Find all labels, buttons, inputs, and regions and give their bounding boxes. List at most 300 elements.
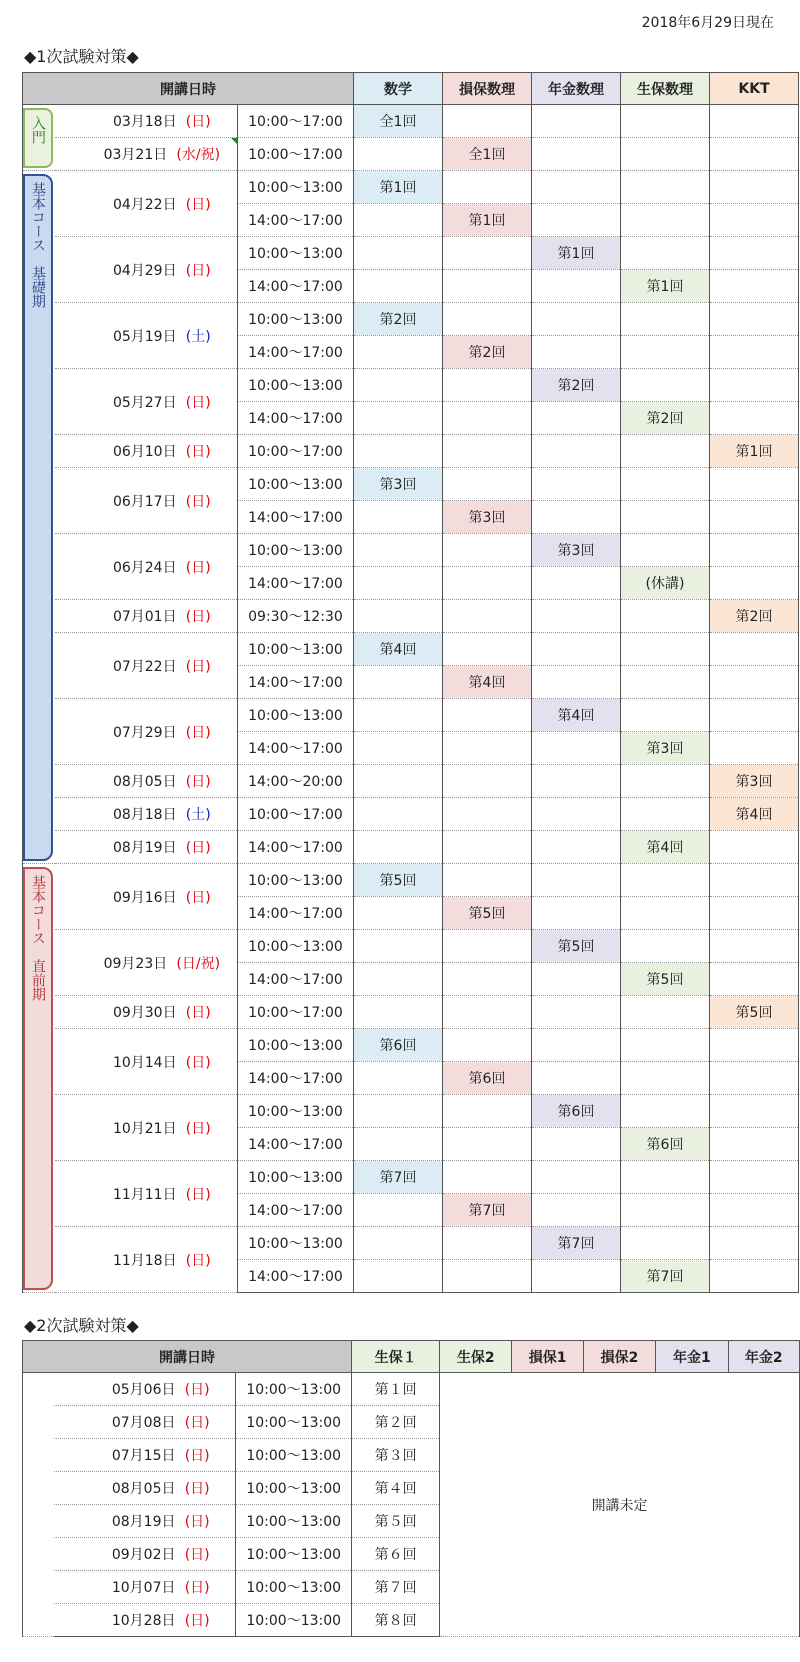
- seiho1-session-cell: 第６回: [352, 1538, 440, 1571]
- nenkin-session-cell: [532, 666, 621, 699]
- sonpo-session-cell: [443, 798, 532, 831]
- session-date: [55, 930, 238, 996]
- kkt-session-cell: [710, 1260, 799, 1293]
- undecided-cell: 開講未定: [440, 1373, 800, 1637]
- math-session-cell: 第2回: [354, 303, 443, 336]
- session-time: 10:00～13:00: [236, 1472, 352, 1505]
- nenkin-session-cell: [532, 567, 621, 600]
- session-time: 14:00～17:00: [238, 270, 354, 303]
- session-date: [54, 1406, 236, 1439]
- sonpo-session-cell: [443, 930, 532, 963]
- weekday-text: (日): [185, 609, 211, 625]
- math-session-cell: [354, 699, 443, 732]
- nenkin-session-cell: 第1回: [532, 237, 621, 270]
- table-row: [23, 105, 799, 138]
- nenkin-session-cell: 第4回: [532, 699, 621, 732]
- weekday-text: (日): [185, 262, 211, 279]
- seiho-session-cell: [621, 633, 710, 666]
- weekday-text: (日): [185, 1054, 211, 1071]
- header-math: 数学: [354, 73, 443, 105]
- weekday-text: (土): [185, 328, 211, 345]
- weekday-text: (日): [184, 1613, 210, 1629]
- seiho-session-cell: (休講): [621, 567, 710, 600]
- nenkin-session-cell: [532, 402, 621, 435]
- nenkin-session-cell: [532, 996, 621, 1029]
- table-row: [23, 930, 799, 963]
- sonpo-session-cell: [443, 237, 532, 270]
- seiho-session-cell: [621, 105, 710, 138]
- weekday-text: (日): [185, 1252, 211, 1269]
- sonpo-session-cell: [443, 1128, 532, 1161]
- nenkin-session-cell: [532, 1194, 621, 1227]
- seiho-session-cell: [621, 138, 710, 171]
- kkt-session-cell: [710, 369, 799, 402]
- sonpo-session-cell: [443, 270, 532, 303]
- nenkin-session-cell: 第6回: [532, 1095, 621, 1128]
- session-time: 10:00～17:00: [238, 996, 354, 1029]
- kkt-session-cell: [710, 105, 799, 138]
- session-time: 14:00～20:00: [238, 765, 354, 798]
- session-time: 14:00～17:00: [238, 567, 354, 600]
- nenkin-session-cell: [532, 171, 621, 204]
- table-row: [23, 369, 799, 402]
- session-date: [55, 633, 238, 699]
- seiho-session-cell: 第5回: [621, 963, 710, 996]
- header-nenkin2: 年金2: [728, 1341, 799, 1373]
- math-session-cell: 第6回: [354, 1029, 443, 1062]
- table-row: [23, 1227, 799, 1260]
- sonpo-session-cell: 第7回: [443, 1194, 532, 1227]
- math-session-cell: [354, 798, 443, 831]
- session-date: [55, 1029, 238, 1095]
- session-date: [54, 1604, 236, 1637]
- header-sonpo2: 損保2: [583, 1341, 655, 1373]
- sonpo-session-cell: [443, 633, 532, 666]
- sonpo-session-cell: [443, 105, 532, 138]
- math-session-cell: [354, 1128, 443, 1161]
- math-session-cell: [354, 501, 443, 534]
- math-session-cell: 第4回: [354, 633, 443, 666]
- header-sonpo1: 損保1: [512, 1341, 583, 1373]
- seiho-session-cell: [621, 1194, 710, 1227]
- kkt-session-cell: [710, 1161, 799, 1194]
- math-session-cell: 第7回: [354, 1161, 443, 1194]
- kkt-session-cell: [710, 633, 799, 666]
- kkt-session-cell: 第2回: [710, 600, 799, 633]
- session-date: [55, 369, 238, 435]
- date-text: 05月19日: [112, 328, 177, 345]
- kkt-session-cell: 第1回: [710, 435, 799, 468]
- math-session-cell: 全1回: [354, 105, 443, 138]
- math-session-cell: [354, 1095, 443, 1128]
- kkt-session-cell: [710, 666, 799, 699]
- session-time: 10:00～13:00: [238, 1227, 354, 1260]
- sonpo-session-cell: [443, 963, 532, 996]
- session-date: [54, 1439, 236, 1472]
- math-session-cell: 第1回: [354, 171, 443, 204]
- session-time: 14:00～17:00: [238, 402, 354, 435]
- weekday-text: (日): [185, 840, 211, 856]
- math-session-cell: [354, 138, 443, 171]
- weekday-text: (日): [185, 889, 211, 906]
- nenkin-session-cell: [532, 1062, 621, 1095]
- nenkin-session-cell: 第3回: [532, 534, 621, 567]
- sonpo-session-cell: [443, 831, 532, 864]
- math-session-cell: [354, 600, 443, 633]
- weekday-text: (日): [185, 1005, 211, 1021]
- seiho-session-cell: 第2回: [621, 402, 710, 435]
- seiho-session-cell: [621, 699, 710, 732]
- table-row: [23, 864, 799, 897]
- math-session-cell: [354, 765, 443, 798]
- phase-band-blue: [23, 174, 53, 861]
- seiho-session-cell: 第3回: [621, 732, 710, 765]
- date-text: 08月05日: [111, 1481, 176, 1497]
- math-session-cell: [354, 336, 443, 369]
- first-exam-title: ◆1次試験対策◆: [24, 47, 139, 66]
- kkt-session-cell: [710, 930, 799, 963]
- session-date: [55, 864, 238, 930]
- nenkin-session-cell: [532, 204, 621, 237]
- weekday-text: (日): [185, 196, 211, 213]
- header-nenkin: 年金数理: [532, 73, 621, 105]
- session-date: [55, 996, 238, 1029]
- sonpo-session-cell: [443, 996, 532, 1029]
- session-time: 10:00～17:00: [238, 798, 354, 831]
- kkt-session-cell: [710, 699, 799, 732]
- seiho-session-cell: [621, 1161, 710, 1194]
- kkt-session-cell: [710, 1227, 799, 1260]
- weekday-text: (土): [185, 807, 211, 823]
- session-date: [55, 237, 238, 303]
- date-text: 05月27日: [112, 394, 177, 411]
- session-time: 10:00～13:00: [238, 1029, 354, 1062]
- date-text: 08月19日: [112, 840, 177, 856]
- sonpo-session-cell: 第4回: [443, 666, 532, 699]
- table-row: [23, 633, 799, 666]
- weekday-text: (日): [184, 1382, 210, 1398]
- session-date: [55, 468, 238, 534]
- kkt-session-cell: [710, 204, 799, 237]
- table-row: [23, 765, 799, 798]
- kkt-session-cell: 第3回: [710, 765, 799, 798]
- sonpo-session-cell: 第5回: [443, 897, 532, 930]
- weekday-text: (日): [185, 559, 211, 576]
- math-session-cell: [354, 1062, 443, 1095]
- nenkin-session-cell: [532, 864, 621, 897]
- phase-band-green: [23, 108, 53, 168]
- session-time: 10:00～13:00: [238, 171, 354, 204]
- nenkin-session-cell: 第5回: [532, 930, 621, 963]
- session-time: 14:00～17:00: [238, 1260, 354, 1293]
- session-time: 14:00～17:00: [238, 1062, 354, 1095]
- seiho1-session-cell: 第４回: [352, 1472, 440, 1505]
- sonpo-session-cell: 第3回: [443, 501, 532, 534]
- table-row: [23, 996, 799, 1029]
- header-seiho1: 生保１: [352, 1341, 440, 1373]
- table-row: [23, 237, 799, 270]
- header-kkt: KKT: [710, 73, 799, 105]
- session-time: 14:00～17:00: [238, 1128, 354, 1161]
- kkt-session-cell: [710, 1029, 799, 1062]
- sonpo-session-cell: [443, 369, 532, 402]
- nenkin-session-cell: [532, 1128, 621, 1161]
- date-text: 08月19日: [111, 1514, 176, 1530]
- nenkin-session-cell: [532, 963, 621, 996]
- date-text: 07月22日: [112, 658, 177, 675]
- session-time: 10:00～13:00: [236, 1439, 352, 1472]
- kkt-session-cell: [710, 138, 799, 171]
- seiho-session-cell: [621, 897, 710, 930]
- session-date: [54, 1505, 236, 1538]
- session-time: 14:00～17:00: [238, 336, 354, 369]
- nenkin-session-cell: 第7回: [532, 1227, 621, 1260]
- seiho-session-cell: [621, 1062, 710, 1095]
- nenkin-session-cell: [532, 435, 621, 468]
- seiho-session-cell: 第7回: [621, 1260, 710, 1293]
- table-row: [23, 699, 799, 732]
- nenkin-session-cell: [532, 336, 621, 369]
- nenkin-session-cell: [532, 831, 621, 864]
- table-row: [23, 1161, 799, 1194]
- session-time: 14:00～17:00: [238, 501, 354, 534]
- kkt-session-cell: [710, 831, 799, 864]
- seiho-session-cell: [621, 864, 710, 897]
- seiho-session-cell: [621, 369, 710, 402]
- kkt-session-cell: 第4回: [710, 798, 799, 831]
- phase-band-red: [23, 867, 53, 1290]
- weekday-text: (水/祝): [176, 147, 221, 163]
- session-date: [55, 699, 238, 765]
- sonpo-session-cell: [443, 468, 532, 501]
- nenkin-session-cell: [532, 1161, 621, 1194]
- session-date: [55, 765, 238, 798]
- math-session-cell: [354, 369, 443, 402]
- seiho-session-cell: [621, 798, 710, 831]
- date-text: 06月10日: [112, 444, 177, 460]
- table-row: [23, 171, 799, 204]
- phase-band-label: 基本コース 基礎期: [29, 181, 46, 308]
- blank-band-cell: [23, 1373, 54, 1637]
- nenkin-session-cell: [532, 600, 621, 633]
- nenkin-session-cell: [532, 765, 621, 798]
- kkt-session-cell: [710, 534, 799, 567]
- kkt-session-cell: [710, 171, 799, 204]
- date-text: 07月08日: [111, 1415, 176, 1431]
- sonpo-session-cell: [443, 600, 532, 633]
- session-time: 10:00～13:00: [238, 534, 354, 567]
- sonpo-session-cell: [443, 534, 532, 567]
- session-time: 10:00～13:00: [238, 468, 354, 501]
- sonpo-session-cell: [443, 864, 532, 897]
- math-session-cell: [354, 996, 443, 1029]
- header-seiho: 生保数理: [621, 73, 710, 105]
- seiho-session-cell: 第4回: [621, 831, 710, 864]
- session-time: 10:00～13:00: [236, 1571, 352, 1604]
- table-row: [23, 600, 799, 633]
- kkt-session-cell: [710, 468, 799, 501]
- session-time: 14:00～17:00: [238, 732, 354, 765]
- weekday-text: (日): [184, 1514, 210, 1530]
- session-time: 14:00～17:00: [238, 831, 354, 864]
- session-time: 10:00～13:00: [238, 699, 354, 732]
- nenkin-session-cell: [532, 105, 621, 138]
- weekday-text: (日): [185, 1120, 211, 1137]
- session-date: [55, 798, 238, 831]
- session-time: 10:00～13:00: [236, 1373, 352, 1406]
- date-text: 10月28日: [111, 1613, 176, 1629]
- sonpo-session-cell: [443, 567, 532, 600]
- date-text: 05月06日: [111, 1382, 176, 1398]
- nenkin-session-cell: [532, 303, 621, 336]
- table-row: [23, 138, 799, 171]
- session-time: 10:00～13:00: [236, 1505, 352, 1538]
- session-time: 14:00～17:00: [238, 666, 354, 699]
- header-sonpo: 損保数理: [443, 73, 532, 105]
- seiho1-session-cell: 第２回: [352, 1406, 440, 1439]
- date-text: 11月11日: [112, 1186, 177, 1203]
- date-text: 04月29日: [112, 262, 177, 279]
- session-date: [55, 1161, 238, 1227]
- session-time: 14:00～17:00: [238, 204, 354, 237]
- second-exam-title: ◆2次試験対策◆: [24, 1316, 139, 1335]
- kkt-session-cell: [710, 897, 799, 930]
- table-row: [23, 468, 799, 501]
- weekday-text: (日): [185, 394, 211, 411]
- kkt-session-cell: [710, 1128, 799, 1161]
- seiho-session-cell: [621, 468, 710, 501]
- math-session-cell: 第3回: [354, 468, 443, 501]
- weekday-text: (日): [185, 1186, 211, 1203]
- date-text: 08月18日: [112, 807, 177, 823]
- math-session-cell: [354, 1227, 443, 1260]
- kkt-session-cell: [710, 336, 799, 369]
- header-seiho2: 生保2: [440, 1341, 512, 1373]
- kkt-session-cell: [710, 303, 799, 336]
- date-text: 08月05日: [112, 774, 177, 790]
- date-text: 09月16日: [112, 889, 177, 906]
- kkt-session-cell: [710, 1095, 799, 1128]
- session-time: 10:00～13:00: [238, 303, 354, 336]
- nenkin-session-cell: [532, 732, 621, 765]
- kkt-session-cell: [710, 237, 799, 270]
- sonpo-session-cell: [443, 435, 532, 468]
- kkt-session-cell: [710, 963, 799, 996]
- seiho-session-cell: [621, 204, 710, 237]
- header-date: 開講日時: [23, 73, 354, 105]
- math-session-cell: [354, 237, 443, 270]
- session-date: [54, 1571, 236, 1604]
- math-session-cell: [354, 666, 443, 699]
- session-time: 10:00～13:00: [236, 1406, 352, 1439]
- header-nenkin1: 年金1: [656, 1341, 728, 1373]
- nenkin-session-cell: [532, 897, 621, 930]
- weekday-text: (日): [184, 1481, 210, 1497]
- seiho-session-cell: [621, 996, 710, 1029]
- sonpo-session-cell: [443, 171, 532, 204]
- nenkin-session-cell: [532, 501, 621, 534]
- sonpo-session-cell: [443, 1095, 532, 1128]
- sonpo-session-cell: [443, 699, 532, 732]
- session-date: [55, 831, 238, 864]
- weekday-text: (日/祝): [176, 955, 221, 972]
- math-session-cell: [354, 1194, 443, 1227]
- kkt-session-cell: [710, 402, 799, 435]
- seiho1-session-cell: 第５回: [352, 1505, 440, 1538]
- weekday-text: (日): [184, 1547, 210, 1563]
- math-session-cell: [354, 567, 443, 600]
- seiho1-session-cell: 第７回: [352, 1571, 440, 1604]
- nenkin-session-cell: [532, 1029, 621, 1062]
- seiho-session-cell: [621, 237, 710, 270]
- nenkin-session-cell: [532, 138, 621, 171]
- weekday-text: (日): [185, 444, 211, 460]
- sonpo-session-cell: 第1回: [443, 204, 532, 237]
- session-time: 14:00～17:00: [238, 1194, 354, 1227]
- table-row: [23, 831, 799, 864]
- math-session-cell: [354, 402, 443, 435]
- math-session-cell: [354, 534, 443, 567]
- date-text: 09月02日: [111, 1547, 176, 1563]
- seiho-session-cell: [621, 1227, 710, 1260]
- session-date: [54, 1538, 236, 1571]
- seiho-session-cell: [621, 600, 710, 633]
- weekday-text: (日): [185, 114, 211, 130]
- session-time: 10:00～13:00: [236, 1538, 352, 1571]
- seiho-session-cell: [621, 534, 710, 567]
- session-date: [55, 1095, 238, 1161]
- sonpo-session-cell: [443, 303, 532, 336]
- first-header-row: [23, 73, 799, 105]
- session-time: 14:00～17:00: [238, 963, 354, 996]
- session-time: 09:30～12:30: [238, 600, 354, 633]
- session-time: 10:00～13:00: [238, 633, 354, 666]
- table-row: [23, 303, 799, 336]
- weekday-text: (日): [184, 1448, 210, 1464]
- math-session-cell: [354, 435, 443, 468]
- date-text: 07月15日: [111, 1448, 176, 1464]
- session-date: [55, 600, 238, 633]
- weekday-text: (日): [185, 658, 211, 675]
- math-session-cell: [354, 963, 443, 996]
- session-date: [55, 534, 238, 600]
- math-session-cell: [354, 831, 443, 864]
- sonpo-session-cell: [443, 1029, 532, 1062]
- sonpo-session-cell: 第6回: [443, 1062, 532, 1095]
- seiho1-session-cell: 第３回: [352, 1439, 440, 1472]
- date-text: 09月30日: [112, 1005, 177, 1021]
- seiho1-session-cell: 第８回: [352, 1604, 440, 1637]
- second-header-row: [23, 1341, 800, 1373]
- kkt-session-cell: [710, 732, 799, 765]
- date-text: 11月18日: [112, 1252, 177, 1269]
- weekday-text: (日): [185, 493, 211, 510]
- nenkin-session-cell: [532, 633, 621, 666]
- kkt-session-cell: [710, 567, 799, 600]
- math-session-cell: 第5回: [354, 864, 443, 897]
- date-text: 09月23日: [103, 955, 168, 972]
- date-text: 06月17日: [112, 493, 177, 510]
- seiho-session-cell: [621, 435, 710, 468]
- nenkin-session-cell: [532, 468, 621, 501]
- seiho-session-cell: [621, 501, 710, 534]
- date-text: 04月22日: [112, 196, 177, 213]
- math-session-cell: [354, 897, 443, 930]
- session-time: 10:00～13:00: [238, 369, 354, 402]
- weekday-text: (日): [184, 1580, 210, 1596]
- sonpo-session-cell: [443, 1161, 532, 1194]
- math-session-cell: [354, 270, 443, 303]
